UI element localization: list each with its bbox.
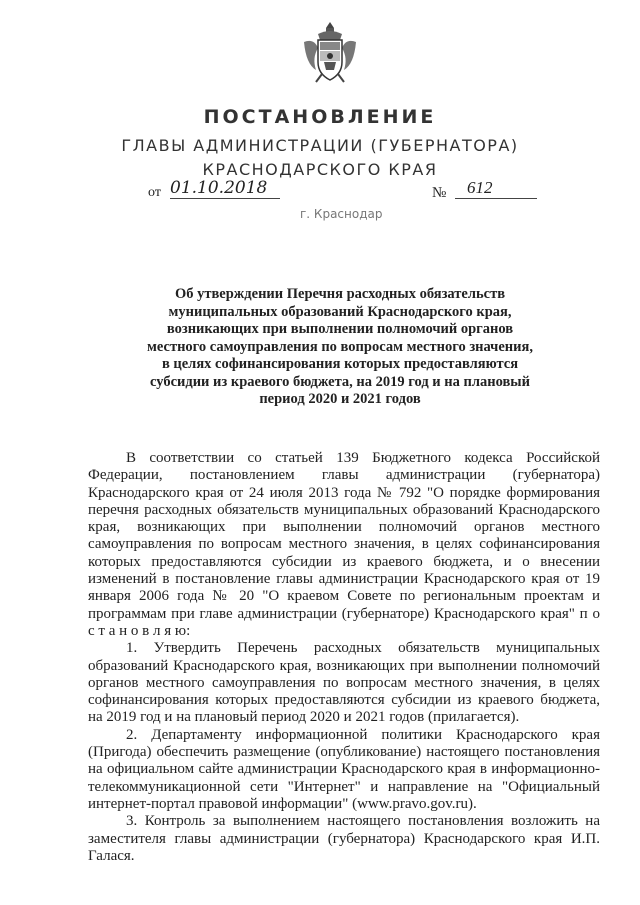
title-line: местного самоуправления по вопросам местного значения, xyxy=(147,338,533,355)
title-line: Об утверждении Перечня расходных обязательств xyxy=(174,286,506,302)
document-number: 612 xyxy=(455,178,537,199)
preamble-paragraph: В соответствии со статьей 139 Бюджетного кодекса Российской Федерации, постановлением главы администрации (губернатора) Краснодарского края от 24 июля 2013 года № 792 "О порядке формирования перечня расходных обязательств муниципальных образований Краснодарского края, возникающих при выполнении полномочий органов местного самоуправления по вопросам местного значения, в целях софинансирования которых предоставляются субсидии из краевого бюджета, и о внесении изменений в постановление главы администрации Краснодарского края от 19 января 2006 года № 20 "О краевом Совете по региональным проектам и программам при главе администрации (губернаторе) Краснодарского края" п о с т а н о в л я ю: xyxy=(88,450,600,639)
clause-2-paragraph: 2. Департаменту информационной политики Краснодарского края (Пригода) обеспечить размещение (опубликование) настоящего постановления на официальном сайте администрации Краснодарского края в информационно-телекоммуникационной сети "Интернет" и направление на "Официальный интернет-портал правовой информации" (www.pravo.gov.ru). xyxy=(88,726,600,812)
city-label: г. Краснодар xyxy=(300,207,383,221)
coat-of-arms-emblem xyxy=(300,18,360,86)
clause-3-paragraph: 3. Контроль за выполнением настоящего постановления возложить на заместителя главы администрации (губернатора) Краснодарского края И.П. Галася. xyxy=(88,813,600,864)
resolution-title xyxy=(140,286,540,409)
issuer-heading-line1: ГЛАВЫ АДМИНИСТРАЦИИ (ГУБЕРНАТОРА) xyxy=(121,136,519,155)
title-line: муниципальных образований Краснодарского края, xyxy=(168,303,512,320)
title-line: возникающих при выполнении полномочий органов xyxy=(166,321,514,337)
title-line: субсидии из краевого бюджета, на 2019 год и на плановый xyxy=(150,373,530,390)
title-line: период 2020 и 2021 годов xyxy=(259,391,421,407)
resolution-body xyxy=(88,450,600,865)
clause-1-paragraph: 1. Утвердить Перечень расходных обязательств муниципальных образований Краснодарского края, возникающих при выполнении полномочий органов местного самоуправления по вопросам местного значения, в целях софинансирования которых предоставляются субсидии из краевого бюджета, на 2019 год и на плановый период 2020 и 2021 годов (прилагается). xyxy=(88,640,600,726)
document-date: 01.10.2018 xyxy=(170,178,280,199)
title-line: в целях софинансирования которых предоставляются xyxy=(161,356,519,372)
number-label: № xyxy=(432,185,447,201)
date-label: от xyxy=(148,185,161,200)
document-type-heading: ПОСТАНОВЛЕНИЕ xyxy=(203,106,437,128)
issuer-heading-line2: КРАСНОДАРСКОГО КРАЯ xyxy=(202,160,438,179)
